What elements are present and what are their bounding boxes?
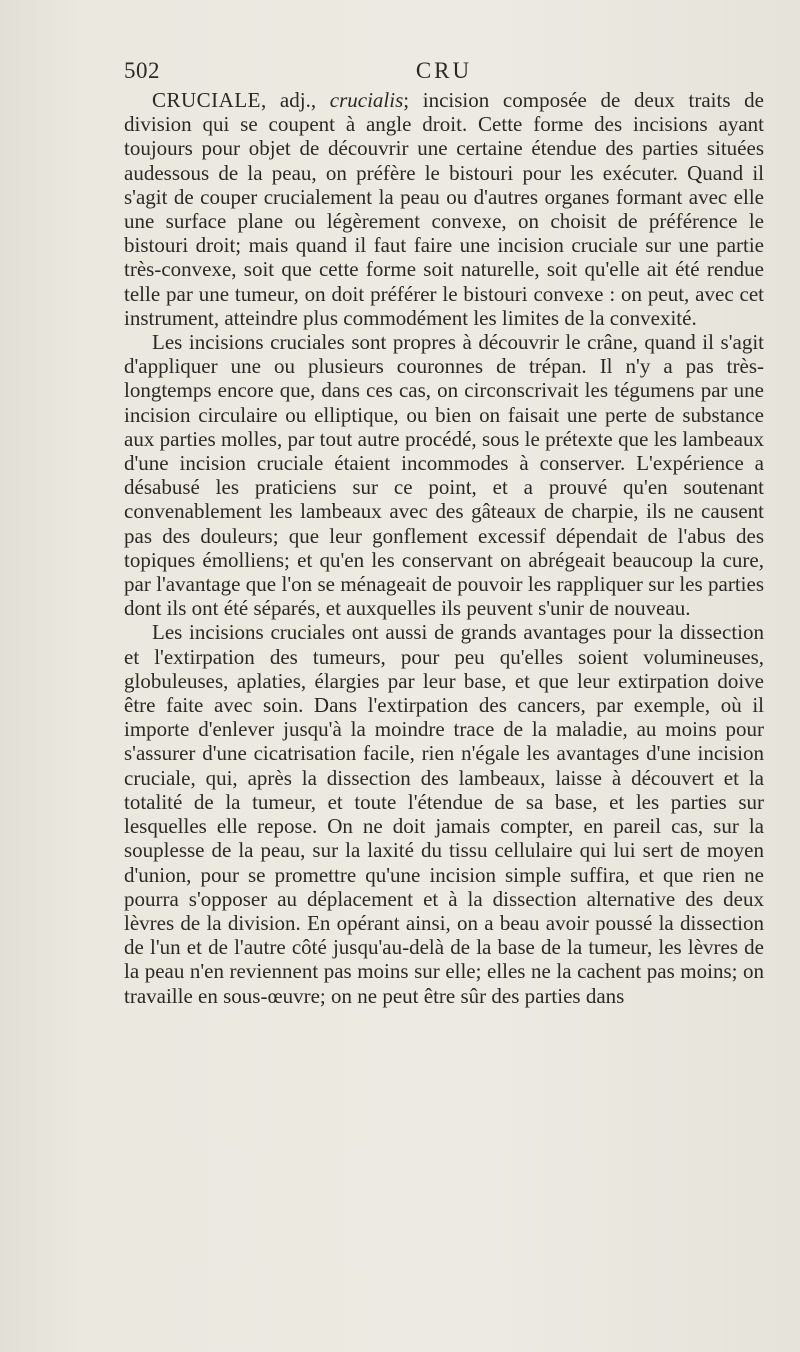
paragraph-trepan: Les incisions cruciales sont propres à découvrir le crâne, quand il s'agit d'appliquer une ou plusieurs couronnes de trépan. Il n'y a pas très-longtemps encore que, dans ces cas, on circonscrivait les tégumens par une incision circulaire ou elliptique, ou bien on faisait une perte de substance aux parties molles, par tout autre procédé, sous le prétexte que les lambeaux d'une incision cruciale étaient incommodes à conserver. L'expérience a désabusé les praticiens sur ce point, et a prouvé qu'en soutenant convenablement les lambeaux avec des gâteaux de charpie, ils ne causent pas des douleurs; que leur gonflement excessif dépendait de l'abus des topiques émolliens; et qu'en les conservant on abrégeait beaucoup la cure, par l'avantage que l'on se ménageait de pouvoir les rappliquer sur les parties dont ils ont été séparés, et auxquelles ils peuvent s'unir de nouveau. bbox=[124, 330, 764, 621]
entry-grammar: , adj., bbox=[261, 88, 330, 112]
page-header bbox=[124, 58, 764, 88]
running-head: CRU bbox=[415, 58, 473, 83]
paragraph-tumeurs: Les incisions cruciales ont aussi de grands avantages pour la dissection et l'extirpation des tumeurs, pour peu qu'elles soient volumineuses, globuleuses, aplaties, élargies par leur base, et que leur extirpation doive être faite avec soin. Dans l'extirpation des cancers, par exemple, où il importe d'enlever jusqu'à la moindre trace de la maladie, au moins pour s'assurer d'une cicatrisation facile, rien n'égale les avantages d'une incision cruciale, qui, après la dissection des lambeaux, laisse à découvert et la totalité de la tumeur, et toute l'étendue de sa base, et les parties sur lesquelles elle repose. On ne doit jamais compter, en pareil cas, sur la souplesse de la peau, sur la laxité du tissu cellulaire qui lui sert de moyen d'union, pour se promettre qu'une incision simple suffira, et que rien ne pourra s'opposer au déplacement et à la dissection alternative des deux lèvres de la division. En opérant ainsi, on a beau avoir poussé la dissection de l'un et de l'autre côté jusqu'au-delà de la base de la tumeur, les lèvres de la peau n'en reviennent pas moins sur elle; elles ne la cachent pas moins; on travaille en sous-œuvre; on ne peut être sûr des parties dans bbox=[124, 620, 764, 1008]
body-text bbox=[124, 88, 764, 1008]
entry-paragraph bbox=[124, 88, 764, 330]
entry-term: CRUCIALE bbox=[152, 88, 261, 112]
entry-definition: ; incision composée de deux traits de division qui se coupent à angle droit. Cette forme des incisions ayant toujours pour objet de découvrir une certaine étendue des parties situées audessous de la peau, on préfère le bistouri pour les exécuter. Quand il s'agit de couper crucialement la peau ou d'autres organes formant avec elle une surface plane ou légèrement convexe, on choisit de préférence le bistouri droit; mais quand il faut faire une incision cruciale sur une partie très-convexe, soit que cette forme soit naturelle, soit qu'elle ait été rendue telle par une tumeur, on doit préférer le bistouri convexe : on peut, avec cet instrument, atteindre plus commodément les limites de la convexité. bbox=[124, 88, 764, 330]
entry-latin: crucialis bbox=[329, 88, 404, 112]
page-number: 502 bbox=[124, 58, 160, 83]
